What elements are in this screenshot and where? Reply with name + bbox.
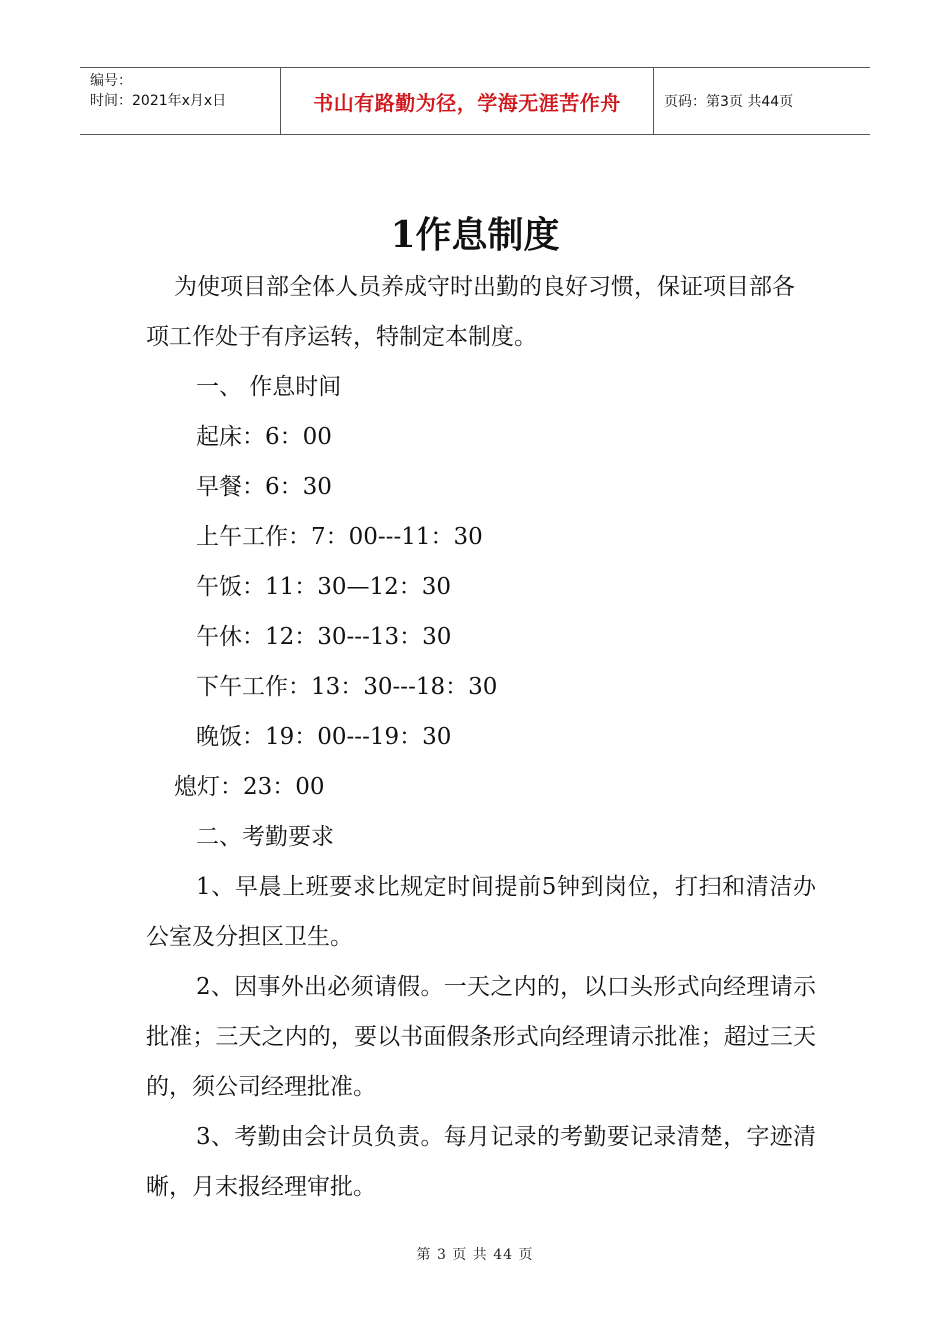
lights-out-item: 熄灯：23：00 xyxy=(174,774,325,800)
header-motto-cell xyxy=(281,68,654,134)
schedule-item: 午休：12：30---13：30 xyxy=(196,624,452,650)
document-header xyxy=(80,67,870,135)
section2-heading: 二、考勤要求 xyxy=(196,824,334,850)
header-page-info: 页码：第3页 共44页 xyxy=(664,94,794,110)
attendance-rule: 2、因事外出必须请假。一天之内的，以口头形式向经理请示批准；三天之内的，要以书面假条形式向经理请示批准；超过三天的，须公司经理批准。 xyxy=(146,974,816,1100)
attendance-rule: 1、早晨上班要求比规定时间提前5钟到岗位，打扫和清洁办公室及分担区卫生。 xyxy=(146,874,816,950)
header-time: 时间：2021年x月x日 xyxy=(90,93,227,109)
schedule-item: 上午工作：7：00---11：30 xyxy=(196,524,483,550)
schedule-item: 起床：6：00 xyxy=(196,424,332,450)
intro-paragraph: 为使项目部全体人员养成守时出勤的良好习惯，保证项目部各项工作处于有序运转，特制定本制度。 xyxy=(146,274,795,350)
schedule-item: 午饭：11：30—12：30 xyxy=(196,574,452,600)
header-meta-cell xyxy=(80,68,281,134)
header-number-label: 编号： xyxy=(90,73,132,89)
schedule-item: 晚饭：19：00---19：30 xyxy=(196,724,452,750)
schedule-item: 下午工作：13：30---18：30 xyxy=(196,674,498,700)
section1-heading: 一、 作息时间 xyxy=(196,374,342,400)
schedule-item: 早餐：6：30 xyxy=(196,474,332,500)
header-motto: 书山有路勤为径，学海无涯苦作舟 xyxy=(313,90,621,115)
page-footer: 第 3 页 共 44 页 xyxy=(416,1247,534,1263)
header-page-cell xyxy=(654,68,870,134)
attendance-rule: 3、考勤由会计员负责。每月记录的考勤要记录清楚，字迹清晰，月末报经理审批。 xyxy=(146,1124,816,1200)
document-body xyxy=(146,262,816,1212)
page-title: 1作息制度 xyxy=(390,214,560,256)
